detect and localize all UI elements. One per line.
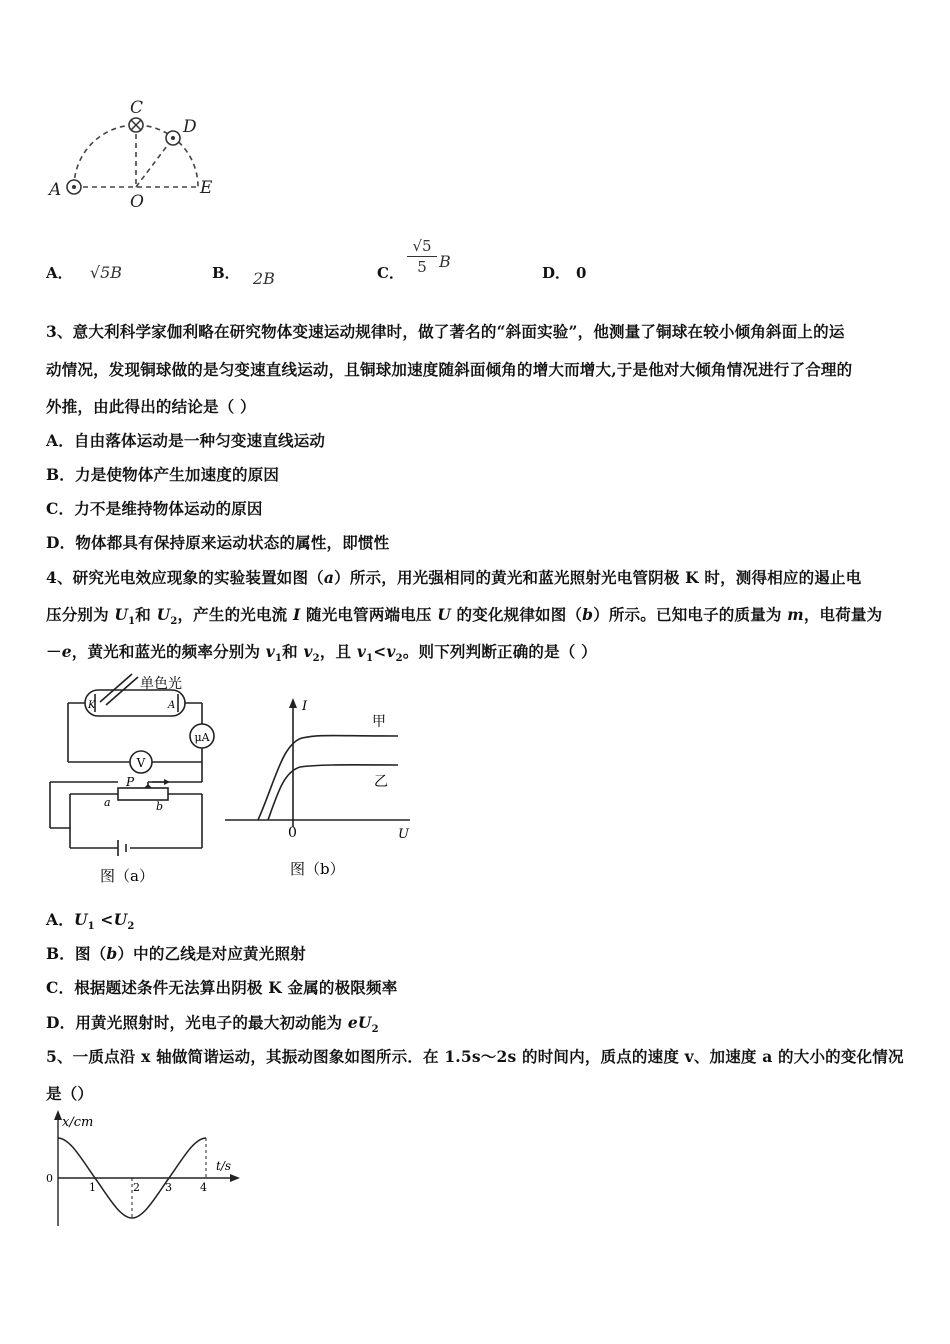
point-e-label: E — [200, 178, 213, 198]
svg-text:0: 0 — [46, 1172, 53, 1185]
svg-text:0: 0 — [288, 825, 297, 841]
q3-stem-line-2: 动情况，发现铜球做的是匀变速直线运动，且铜球加速度随斜面倾角的增大而增大,于是他对大倾角情况进行了合理的 — [46, 360, 853, 379]
q4-stem-line-1: 4、研究光电效应现象的实验装置如图（a）所示，用光强相同的黄光和蓝光照射光电管阴极 K 时，测得相应的遏止电 — [46, 568, 862, 587]
q5-stem-line-1: 5、一质点沿 x 轴做简谐运动，其振动图象如图所示．在 1.5s～2s 的时间内，质点的速度 v、加速度 a 的大小的变化情况 — [46, 1047, 904, 1066]
q3-stem-line-1: 3、意大利科学家伽利略在研究物体变速运动规律时，做了著名的“斜面实验”，他测量了铜球在较小倾角斜面上的运 — [46, 322, 845, 341]
figure-b-caption: 图（b） — [290, 860, 345, 878]
q4-figure-b — [220, 692, 420, 892]
y-axis-label: x/cm — [62, 1115, 94, 1130]
q2-option-c-fraction: √5 5 — [407, 236, 437, 277]
q3-option-c: C．力不是维持物体运动的原因 — [46, 499, 263, 518]
q4-option-b: B．图（b）中的乙线是对应黄光照射 — [46, 944, 306, 963]
tick-label: 4 — [200, 1181, 207, 1194]
q5-oscillation-graph — [40, 1108, 250, 1233]
svg-text:μA: μA — [194, 731, 210, 744]
q4-option-d: D．用黄光照射时，光电子的最大初动能为 $eU_2$ — [46, 1013, 379, 1036]
svg-text:K: K — [88, 700, 96, 711]
q3-stem-line-3: 外推，由此得出的结论是（ ） — [46, 397, 256, 416]
point-d-label: D — [183, 117, 197, 137]
svg-text:A: A — [168, 700, 176, 711]
figure-a-caption: 图（a） — [100, 867, 154, 885]
point-a-label: A — [49, 180, 62, 200]
q3-option-b: B．力是使物体产生加速度的原因 — [46, 465, 280, 484]
q2-figure — [40, 95, 240, 220]
tick-label: 2 — [133, 1181, 140, 1194]
x-axis-label: t/s — [216, 1159, 232, 1173]
point-o-label: O — [130, 192, 144, 212]
q4-option-c: C．根据题述条件无法算出阴极 K 金属的极限频率 — [46, 978, 398, 997]
q3-option-a: A．自由落体运动是一种匀变速直线运动 — [46, 431, 326, 450]
point-c-label: C — [130, 98, 144, 118]
svg-text:U: U — [398, 827, 409, 842]
svg-text:a: a — [104, 796, 111, 809]
q4-figure-a — [40, 672, 230, 892]
q2-option-a-expr: √5B — [89, 263, 123, 282]
curve-yi-label: 乙 — [374, 774, 388, 790]
svg-text:I: I — [302, 699, 308, 714]
q4-option-a: A．$U_1 <U_2$ — [46, 910, 135, 933]
svg-text:P: P — [126, 775, 135, 789]
cross-current-icon — [129, 118, 143, 132]
tick-label: 3 — [165, 1181, 172, 1194]
tick-label: 1 — [89, 1181, 96, 1194]
curve-jia-label: 甲 — [372, 714, 386, 730]
q3-option-d: D．物体都具有保持原来运动状态的属性，即惯性 — [46, 533, 390, 552]
q4-stem-line-2: 压分别为 $U_1$和 $U_2$，产生的光电流 I 随光电管两端电压 U 的变化规律如图（b）所示。已知电子的质量为 m，电荷量为 — [46, 605, 883, 628]
q2-option-b: B． 2B — [212, 264, 275, 288]
q2-option-d: D． 0 — [542, 264, 587, 282]
dot-current-icon — [67, 180, 81, 194]
q2-option-c-var: B — [439, 252, 451, 271]
monochrome-light-label: 单色光 — [140, 676, 182, 692]
q2-option-b-expr: 2B — [252, 269, 275, 288]
dot-current-icon — [166, 131, 180, 145]
q4-stem-line-3: －e，黄光和蓝光的频率分别为 $v_1$和 $v_2$，且 $v_1<v_2$。则下列判断正确的是（ ） — [46, 642, 597, 665]
ammeter-icon — [190, 724, 214, 748]
q5-stem-line-2: 是（） — [46, 1084, 94, 1103]
q2-option-a: A． √5B — [46, 263, 123, 282]
svg-text:V: V — [136, 756, 146, 770]
svg-text:b: b — [156, 800, 164, 813]
q2-option-c: C． — [377, 264, 404, 282]
voltmeter-icon — [130, 751, 152, 773]
